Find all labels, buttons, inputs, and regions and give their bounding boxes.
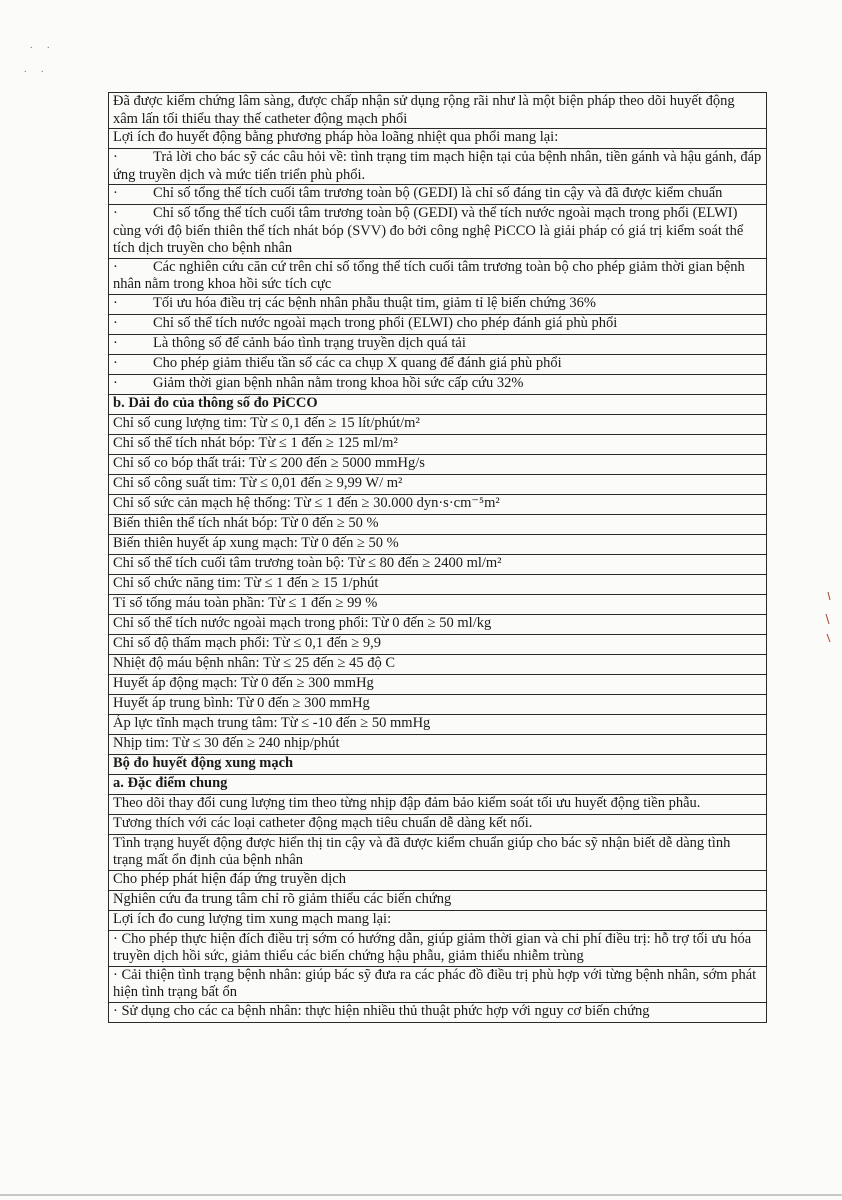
table-row (109, 814, 767, 834)
table-row (109, 1002, 767, 1022)
table-cell: Lợi ích đo cung lượng tim xung mạch mang lại: (109, 910, 767, 930)
table-cell: Chỉ số công suất tim: Từ ≤ 0,01 đến ≥ 9,99 W/ m² (109, 474, 767, 494)
table-row (109, 910, 767, 930)
table-cell: Chỉ số sức cản mạch hệ thống: Từ ≤ 1 đến ≥ 30.000 dyn·s·cm⁻⁵m² (109, 494, 767, 514)
table-cell: Biến thiên thể tích nhát bóp: Từ 0 đến ≥ 50 % (109, 514, 767, 534)
table-row (109, 930, 767, 966)
table-row (109, 434, 767, 454)
table-row (109, 890, 767, 910)
table-row (109, 185, 767, 205)
table-row (109, 534, 767, 554)
scan-specks: . . (30, 40, 56, 51)
table-row (109, 966, 767, 1002)
table-cell: · Chỉ số tổng thể tích cuối tâm trương toàn bộ (GEDI) là chỉ số đáng tin cậy và đã được kiểm chuẩn (109, 185, 767, 205)
table-cell: Tương thích với các loại catheter động mạch tiêu chuẩn dễ dàng kết nối. (109, 814, 767, 834)
table-row (109, 774, 767, 794)
table-row (109, 474, 767, 494)
table-row (109, 494, 767, 514)
section-heading: b. Dải đo của thông số đo PiCCO (109, 394, 767, 414)
table-cell: · Cho phép thực hiện đích điều trị sớm có hướng dẫn, giúp giảm thời gian và chi phí điều trị: hỗ trợ tối ưu hóa truyền dịch hồi sức, giảm thiểu các biến chứng hậu phẫu, giảm thiểu nhiễm trùng (109, 930, 767, 966)
section-heading: Bộ đo huyết động xung mạch (109, 754, 767, 774)
table-cell: Chỉ số thể tích cuối tâm trương toàn bộ: Từ ≤ 80 đến ≥ 2400 ml/m² (109, 554, 767, 574)
table-cell: · Cho phép giảm thiểu tần số các ca chụp X quang để đánh giá phù phổi (109, 354, 767, 374)
table-row (109, 554, 767, 574)
table-row (109, 314, 767, 334)
table-cell: Chỉ số độ thấm mạch phổi: Từ ≤ 0,1 đến ≥ 9,9 (109, 634, 767, 654)
table-row (109, 714, 767, 734)
table-row (109, 574, 767, 594)
table-row (109, 674, 767, 694)
table-row (109, 258, 767, 294)
table-row (109, 294, 767, 314)
table-cell: Tình trạng huyết động được hiển thị tin cậy và đã được kiểm chuẩn giúp cho bác sỹ nhận biết dễ dàng tình trạng mất ổn định của bệnh nhân (109, 834, 767, 870)
table-cell: Nhiệt độ máu bệnh nhân: Từ ≤ 25 đến ≥ 45 độ C (109, 654, 767, 674)
scan-specks: . . (24, 64, 50, 75)
table-row (109, 734, 767, 754)
table-cell: · Cải thiện tình trạng bệnh nhân: giúp bác sỹ đưa ra các phác đồ điều trị phù hợp với từng bệnh nhân, sớm phát hiện tình trạng bất ổn (109, 966, 767, 1002)
table-row (109, 205, 767, 259)
table-row (109, 794, 767, 814)
table-row (109, 654, 767, 674)
table-row (109, 514, 767, 534)
table-cell: · Chỉ số thể tích nước ngoài mạch trong phổi (ELWI) cho phép đánh giá phù phổi (109, 314, 767, 334)
table-row (109, 414, 767, 434)
table-cell: Đã được kiểm chứng lâm sàng, được chấp nhận sử dụng rộng rãi như là một biện pháp theo dõi huyết động xâm lấn tối thiểu thay thế catheter động mạch phổi (109, 93, 767, 129)
specification-table (108, 92, 767, 1023)
page-bottom-edge (0, 1194, 842, 1196)
table-cell: · Trả lời cho bác sỹ các câu hỏi về: tình trạng tim mạch hiện tại của bệnh nhân, tiền gánh và hậu gánh, đáp ứng truyền dịch và mức tiến triển phù phổi. (109, 149, 767, 185)
table-row (109, 634, 767, 654)
table-cell: · Sử dụng cho các ca bệnh nhân: thực hiện nhiều thủ thuật phức hợp với nguy cơ biến chứng (109, 1002, 767, 1022)
table-cell: · Các nghiên cứu căn cứ trên chỉ số tổng thể tích cuối tâm trương toàn bộ cho phép giảm thời gian bệnh nhân nằm trong khoa hồi sức tích cực (109, 258, 767, 294)
table-row (109, 374, 767, 394)
table-row (109, 834, 767, 870)
table-cell: Áp lực tĩnh mạch trung tâm: Từ ≤ -10 đến ≥ 50 mmHg (109, 714, 767, 734)
table-cell: Nghiên cứu đa trung tâm chỉ rõ giảm thiểu các biến chứng (109, 890, 767, 910)
table-cell: Chỉ số co bóp thất trái: Từ ≤ 200 đến ≥ 5000 mmHg/s (109, 454, 767, 474)
table-row (109, 594, 767, 614)
table-cell: Chỉ số thể tích nước ngoài mạch trong phổi: Từ 0 đến ≥ 50 ml/kg (109, 614, 767, 634)
table-cell: Lợi ích đo huyết động bằng phương pháp hòa loãng nhiệt qua phổi mang lại: (109, 129, 767, 149)
table-row (109, 129, 767, 149)
table-cell: Nhịp tim: Từ ≤ 30 đến ≥ 240 nhịp/phút (109, 734, 767, 754)
table-cell: · Là thông số để cảnh báo tình trạng truyền dịch quá tải (109, 334, 767, 354)
table-cell: Huyết áp trung bình: Từ 0 đến ≥ 300 mmHg (109, 694, 767, 714)
table-cell: Cho phép phát hiện đáp ứng truyền dịch (109, 870, 767, 890)
table-cell: Huyết áp động mạch: Từ 0 đến ≥ 300 mmHg (109, 674, 767, 694)
table-cell: Theo dõi thay đổi cung lượng tim theo từng nhịp đập đảm bảo kiểm soát tối ưu huyết động tiền phẫu. (109, 794, 767, 814)
table-row (109, 614, 767, 634)
table-row (109, 149, 767, 185)
table-row (109, 93, 767, 129)
table-row (109, 694, 767, 714)
section-heading: a. Đặc điểm chung (109, 774, 767, 794)
table-cell: Chỉ số chức năng tim: Từ ≤ 1 đến ≥ 15 1/phút (109, 574, 767, 594)
table-cell: · Giảm thời gian bệnh nhân nằm trong khoa hồi sức cấp cứu 32% (109, 374, 767, 394)
table-cell: · Chỉ số tổng thể tích cuối tâm trương toàn bộ (GEDI) và thể tích nước ngoài mạch trong phổi (ELWI) cùng với độ biến thiên thể tích nhát bóp (SVV) đo bởi công nghệ PiCCO là giải pháp có giá trị kiểm soát thể tích dịch truyền cho bệnh nhân (109, 205, 767, 259)
table-cell: Biến thiên huyết áp xung mạch: Từ 0 đến ≥ 50 % (109, 534, 767, 554)
table-row (109, 454, 767, 474)
table-row (109, 394, 767, 414)
table-cell: Chỉ số thể tích nhát bóp: Từ ≤ 1 đến ≥ 125 ml/m² (109, 434, 767, 454)
table-cell: Tỉ số tống máu toàn phần: Từ ≤ 1 đến ≥ 99 % (109, 594, 767, 614)
table-row (109, 354, 767, 374)
table-row (109, 754, 767, 774)
margin-pen-mark (818, 590, 836, 650)
table-row (109, 334, 767, 354)
table-row (109, 870, 767, 890)
table-cell: · Tối ưu hóa điều trị các bệnh nhân phẫu thuật tim, giảm tỉ lệ biến chứng 36% (109, 294, 767, 314)
table-cell: Chỉ số cung lượng tim: Từ ≤ 0,1 đến ≥ 15 lít/phút/m² (109, 414, 767, 434)
